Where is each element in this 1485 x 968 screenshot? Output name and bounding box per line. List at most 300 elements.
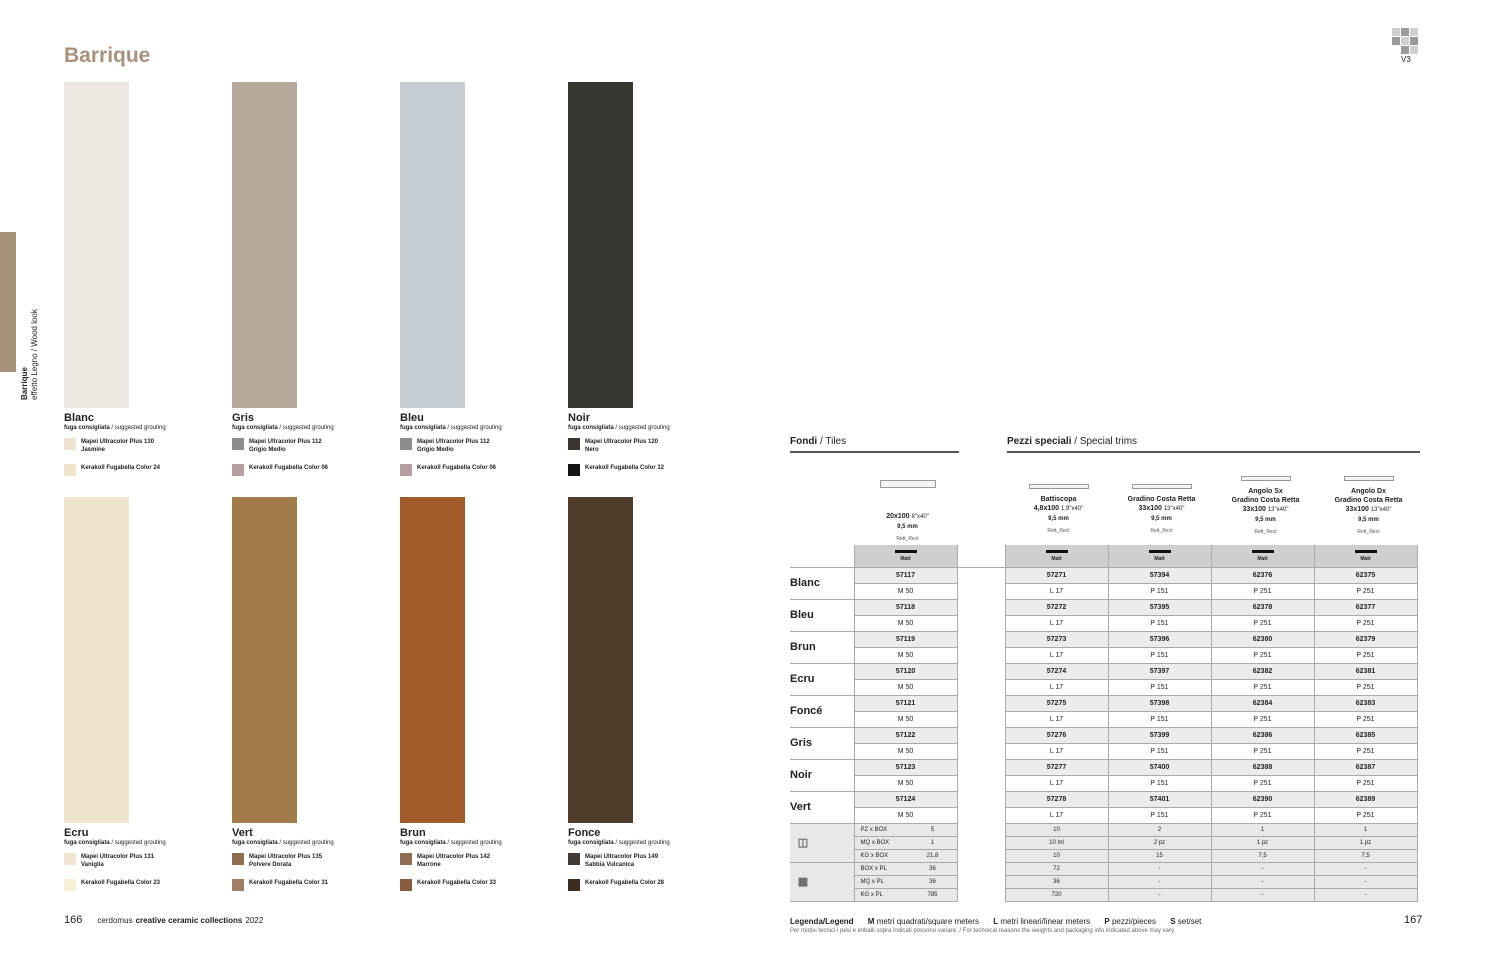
grout-caption-en: / suggested grouting bbox=[111, 425, 166, 431]
product-name: Gradino Costa Retta bbox=[1127, 496, 1196, 503]
product-header bbox=[1007, 484, 1110, 536]
table-cell: M 50 bbox=[854, 807, 957, 823]
table-row bbox=[790, 679, 1417, 695]
product-header bbox=[1110, 484, 1213, 536]
table-cell: 62377 bbox=[1314, 599, 1417, 615]
table-cell: L 17 bbox=[1005, 711, 1108, 727]
packaging-cell bbox=[854, 888, 957, 901]
tile-name: Fonce bbox=[568, 827, 601, 839]
finish-icon bbox=[1046, 550, 1068, 553]
mapei-name: Mapei Ultracolor Plus 120 bbox=[585, 439, 659, 445]
packaging-value: 7,5 bbox=[1211, 849, 1314, 862]
table-cell: L 17 bbox=[1005, 679, 1108, 695]
grout-mapei bbox=[400, 853, 570, 869]
grout-caption-en: / suggested grouting bbox=[279, 840, 334, 846]
brand-name: cerdomus bbox=[97, 916, 133, 925]
finish-icon bbox=[895, 550, 917, 553]
product-inch: 13"x40" bbox=[1370, 507, 1392, 513]
grout-caption bbox=[232, 839, 402, 847]
table-cell: P 251 bbox=[1211, 807, 1314, 823]
tile-card bbox=[64, 497, 234, 891]
packaging-value: 72 bbox=[1005, 862, 1108, 875]
grout-chip bbox=[232, 438, 244, 450]
packaging-value: - bbox=[1108, 875, 1211, 888]
product-name-2: Gradino Costa Retta bbox=[1231, 497, 1300, 504]
kerakoll-name: Kerakoll Fugabella Color 23 bbox=[81, 880, 161, 886]
page-title: Barrique bbox=[64, 44, 151, 67]
row-name: Bleu bbox=[790, 599, 854, 631]
table-cell: P 251 bbox=[1211, 647, 1314, 663]
spec-table bbox=[790, 545, 1418, 902]
v3-label: V3 bbox=[1401, 55, 1411, 64]
table-cell: 57118 bbox=[854, 599, 957, 615]
trims-header bbox=[1007, 436, 1420, 453]
table-cell: L 17 bbox=[1005, 807, 1108, 823]
grout-caption-en: / suggested grouting bbox=[615, 840, 670, 846]
grout-kerakoll bbox=[568, 879, 738, 891]
table-cell: P 151 bbox=[1108, 647, 1211, 663]
kerakoll-name: Kerakoll Fugabella Color 28 bbox=[585, 880, 665, 886]
table-cell: 57122 bbox=[854, 727, 957, 743]
tile-swatch bbox=[568, 497, 633, 823]
finish-header bbox=[854, 545, 957, 567]
grout-chip bbox=[568, 438, 580, 450]
product-header bbox=[1214, 476, 1317, 537]
product-rett: Rett_Rect bbox=[896, 536, 919, 542]
tile-card bbox=[232, 82, 402, 476]
packaging-cell bbox=[854, 823, 957, 836]
packaging-label: PZ x BOX bbox=[860, 826, 888, 833]
packaging-value: 36 bbox=[929, 878, 936, 885]
product-size: 20x100 bbox=[886, 513, 910, 520]
grout-kerakoll bbox=[64, 879, 234, 891]
grout-caption-it: fuga consigliata bbox=[232, 840, 278, 846]
footer-left bbox=[64, 914, 263, 926]
table-cell: 57395 bbox=[1108, 599, 1211, 615]
table-cell: 57396 bbox=[1108, 631, 1211, 647]
grout-caption-it: fuga consigliata bbox=[64, 840, 110, 846]
row-name: Vert bbox=[790, 791, 854, 823]
legend-s-text: set/set bbox=[1177, 917, 1202, 926]
table-cell: 62383 bbox=[1314, 695, 1417, 711]
table-row bbox=[790, 583, 1417, 599]
row-name: Blanc bbox=[790, 567, 854, 599]
table-row bbox=[790, 759, 1417, 775]
grout-chip bbox=[568, 464, 580, 476]
table-row bbox=[790, 647, 1417, 663]
grout-caption bbox=[400, 424, 570, 432]
product-name-2: Gradino Costa Retta bbox=[1334, 497, 1403, 504]
packaging-value: 15 bbox=[1108, 849, 1211, 862]
table-cell: 57401 bbox=[1108, 791, 1211, 807]
packaging-value: 10 ml bbox=[1005, 836, 1108, 849]
grout-mapei bbox=[400, 438, 570, 454]
kerakoll-name: Kerakoll Fugabella Color 24 bbox=[81, 465, 161, 471]
table-cell: P 251 bbox=[1211, 615, 1314, 631]
grout-chip bbox=[568, 853, 580, 865]
product-size: 33x100 bbox=[1242, 506, 1266, 513]
table-row bbox=[790, 663, 1417, 679]
mapei-color: Marrone bbox=[417, 862, 441, 868]
row-name: Noir bbox=[790, 759, 854, 791]
grout-kerakoll bbox=[568, 464, 738, 476]
packaging-value: 36 bbox=[929, 865, 936, 872]
table-cell: 62390 bbox=[1211, 791, 1314, 807]
legend-m-key: M bbox=[867, 917, 875, 926]
grout-kerakoll bbox=[232, 879, 402, 891]
tiles-header-bold: Fondi bbox=[790, 436, 818, 447]
tile-swatch bbox=[232, 497, 297, 823]
table-row bbox=[790, 631, 1417, 647]
table-cell: P 151 bbox=[1108, 615, 1211, 631]
mapei-color: Grigio Medio bbox=[249, 447, 286, 453]
packaging-value: 36 bbox=[1005, 875, 1108, 888]
table-cell: P 251 bbox=[1314, 647, 1417, 663]
product-size: 33x100 bbox=[1138, 505, 1162, 512]
table-row bbox=[790, 695, 1417, 711]
grout-chip bbox=[400, 853, 412, 865]
packaging-value: - bbox=[1211, 875, 1314, 888]
product-thickness: 9,5 mm bbox=[1048, 516, 1069, 522]
finish-header bbox=[1108, 545, 1211, 567]
table-cell: P 251 bbox=[1211, 679, 1314, 695]
finish-icon bbox=[1355, 550, 1377, 553]
table-cell: 62387 bbox=[1314, 759, 1417, 775]
packaging-value: 1 pz bbox=[1314, 836, 1417, 849]
legend-l-text: metri lineari/linear meters bbox=[1000, 917, 1091, 926]
mapei-name: Mapei Ultracolor Plus 149 bbox=[585, 854, 659, 860]
finish-label: Matt bbox=[1051, 555, 1062, 562]
grout-caption bbox=[232, 424, 402, 432]
table-cell: M 50 bbox=[854, 647, 957, 663]
grout-caption-en: / suggested grouting bbox=[111, 840, 166, 846]
grout-mapei bbox=[232, 853, 402, 869]
table-cell: 62378 bbox=[1211, 599, 1314, 615]
table-cell: 57123 bbox=[854, 759, 957, 775]
mapei-name: Mapei Ultracolor Plus 112 bbox=[249, 439, 322, 445]
packaging-value: 10 bbox=[1005, 849, 1108, 862]
grout-caption bbox=[568, 424, 738, 432]
mapei-color: Polvere Dorata bbox=[249, 862, 292, 868]
table-cell: 57273 bbox=[1005, 631, 1108, 647]
table-cell: 57277 bbox=[1005, 759, 1108, 775]
kerakoll-name: Kerakoll Fugabella Color 06 bbox=[249, 465, 329, 471]
product-name: Battiscopa bbox=[1040, 496, 1077, 503]
product-rett: Rett_Rect bbox=[1254, 529, 1277, 535]
packaging-row bbox=[790, 836, 1417, 849]
tile-swatch bbox=[64, 82, 129, 408]
packaging-value: 21,8 bbox=[926, 852, 939, 859]
tile-card bbox=[568, 82, 738, 476]
grout-kerakoll bbox=[232, 464, 402, 476]
table-cell: 57272 bbox=[1005, 599, 1108, 615]
table-cell: P 251 bbox=[1314, 583, 1417, 599]
table-cell: P 151 bbox=[1108, 679, 1211, 695]
packaging-value: 1 pz bbox=[1211, 836, 1314, 849]
legend-s-key: S bbox=[1170, 917, 1176, 926]
table-cell: 62389 bbox=[1314, 791, 1417, 807]
table-cell: P 151 bbox=[1108, 807, 1211, 823]
table-cell: 57400 bbox=[1108, 759, 1211, 775]
packaging-value: - bbox=[1108, 862, 1211, 875]
table-cell: 57399 bbox=[1108, 727, 1211, 743]
legend-m-text: metri quadrati/square meters bbox=[876, 917, 979, 926]
table-cell: P 151 bbox=[1108, 743, 1211, 759]
table-cell: P 251 bbox=[1211, 711, 1314, 727]
table-cell: 57278 bbox=[1005, 791, 1108, 807]
table-cell: M 50 bbox=[854, 775, 957, 791]
mapei-color: Sabbia Vulcanica bbox=[585, 862, 635, 868]
table-row bbox=[790, 599, 1417, 615]
product-inch: 13"x40" bbox=[1267, 507, 1289, 513]
table-cell: 57271 bbox=[1005, 567, 1108, 583]
trims-header-light: / Special trims bbox=[1074, 436, 1138, 447]
product-thickness: 9,5 mm bbox=[1151, 516, 1172, 522]
product-header bbox=[856, 480, 959, 544]
table-cell: 62388 bbox=[1211, 759, 1314, 775]
packaging-cell bbox=[854, 862, 957, 875]
legend-title: Legenda/Legend bbox=[790, 917, 854, 926]
table-cell: 62381 bbox=[1314, 663, 1417, 679]
grout-chip bbox=[568, 879, 580, 891]
grout-caption-en: / suggested grouting bbox=[447, 840, 502, 846]
tile-swatch bbox=[232, 82, 297, 408]
packaging-label: MQ x PL bbox=[860, 878, 884, 885]
packaging-row bbox=[790, 888, 1417, 901]
table-cell: 57276 bbox=[1005, 727, 1108, 743]
legend-note: Per motivi tecnici i pesi e imballi sopra indicati possono variare. / For technical reasons the weights and packaging info indicated above may vary. bbox=[790, 928, 1176, 934]
table-cell: M 50 bbox=[854, 615, 957, 631]
table-cell: L 17 bbox=[1005, 647, 1108, 663]
product-header bbox=[1317, 476, 1420, 537]
left-page-number: 166 bbox=[64, 914, 83, 926]
packaging-value: - bbox=[1314, 888, 1417, 901]
grout-caption bbox=[64, 839, 234, 847]
legend-p-key: P bbox=[1104, 917, 1110, 926]
finish-header bbox=[1005, 545, 1108, 567]
grout-caption-it: fuga consigliata bbox=[64, 425, 110, 431]
table-cell: P 251 bbox=[1314, 711, 1417, 727]
packaging-cell bbox=[854, 836, 957, 849]
row-name: Brun bbox=[790, 631, 854, 663]
grout-caption-en: / suggested grouting bbox=[615, 425, 670, 431]
table-cell: L 17 bbox=[1005, 775, 1108, 791]
table-cell: M 50 bbox=[854, 679, 957, 695]
table-cell: 62385 bbox=[1314, 727, 1417, 743]
table-cell: P 251 bbox=[1314, 743, 1417, 759]
product-shape-icon bbox=[1029, 484, 1089, 489]
kerakoll-name: Kerakoll Fugabella Color 31 bbox=[249, 880, 329, 886]
grout-kerakoll bbox=[400, 879, 570, 891]
packaging-value: - bbox=[1211, 888, 1314, 901]
table-cell: 57274 bbox=[1005, 663, 1108, 679]
packaging-row bbox=[790, 823, 1417, 836]
table-cell: L 17 bbox=[1005, 615, 1108, 631]
packaging-value: - bbox=[1211, 862, 1314, 875]
tile-name: Blanc bbox=[64, 412, 94, 424]
product-thickness: 9,5 mm bbox=[1255, 517, 1276, 523]
table-cell: 57121 bbox=[854, 695, 957, 711]
grout-caption bbox=[568, 839, 738, 847]
packaging-value: - bbox=[1314, 875, 1417, 888]
box-icon: ◫ bbox=[797, 837, 809, 849]
packaging-row bbox=[790, 875, 1417, 888]
grout-caption bbox=[64, 424, 234, 432]
tile-name: Ecru bbox=[64, 827, 89, 839]
table-row bbox=[790, 807, 1417, 823]
grout-chip bbox=[64, 879, 76, 891]
table-cell: 62379 bbox=[1314, 631, 1417, 647]
tile-card bbox=[400, 82, 570, 476]
tiles-header-light: / Tiles bbox=[820, 436, 847, 447]
table-cell: P 151 bbox=[1108, 583, 1211, 599]
grout-caption-it: fuga consigliata bbox=[232, 425, 278, 431]
table-row bbox=[790, 711, 1417, 727]
box-icon-cell bbox=[790, 823, 854, 862]
tile-name: Gris bbox=[232, 412, 255, 424]
grout-mapei bbox=[64, 853, 234, 869]
table-row bbox=[790, 791, 1417, 807]
grout-caption-it: fuga consigliata bbox=[400, 840, 446, 846]
table-cell: P 251 bbox=[1314, 775, 1417, 791]
table-cell: M 50 bbox=[854, 583, 957, 599]
packaging-value: 1 bbox=[930, 839, 935, 846]
row-name: Gris bbox=[790, 727, 854, 759]
packaging-value: 10 bbox=[1005, 823, 1108, 836]
table-cell: P 251 bbox=[1314, 615, 1417, 631]
packaging-value: 2 bbox=[1108, 823, 1211, 836]
finish-icon bbox=[1252, 550, 1274, 553]
table-cell: 62375 bbox=[1314, 567, 1417, 583]
tiles-header bbox=[790, 436, 959, 453]
finish-icon bbox=[1149, 550, 1171, 553]
section-tab bbox=[0, 232, 16, 372]
brand-year: 2022 bbox=[245, 916, 264, 925]
mapei-name: Mapei Ultracolor Plus 135 bbox=[249, 854, 323, 860]
grout-chip bbox=[400, 464, 412, 476]
packaging-value: 720 bbox=[1005, 888, 1108, 901]
legend-p-text: pezzi/pieces bbox=[1111, 917, 1156, 926]
table-cell: 57275 bbox=[1005, 695, 1108, 711]
table-cell: P 251 bbox=[1211, 583, 1314, 599]
side-title: Barrique bbox=[20, 367, 29, 400]
packaging-value: 2 pz bbox=[1108, 836, 1211, 849]
table-row bbox=[790, 615, 1417, 631]
packaging-value: - bbox=[1314, 862, 1417, 875]
table-row bbox=[790, 567, 1417, 583]
product-name: Angolo Sx bbox=[1248, 488, 1283, 495]
product-rett: Rett_Rect bbox=[1150, 528, 1173, 534]
grout-caption-it: fuga consigliata bbox=[568, 840, 614, 846]
table-cell: 62384 bbox=[1211, 695, 1314, 711]
kerakoll-name: Kerakoll Fugabella Color 06 bbox=[417, 465, 497, 471]
mapei-name: Mapei Ultracolor Plus 112 bbox=[417, 439, 490, 445]
grout-mapei bbox=[232, 438, 402, 454]
finish-label: Matt bbox=[1154, 555, 1165, 562]
table-cell: 57117 bbox=[854, 567, 957, 583]
row-name: Foncé bbox=[790, 695, 854, 727]
table-row bbox=[790, 743, 1417, 759]
grout-chip bbox=[232, 464, 244, 476]
table-cell: P 251 bbox=[1211, 743, 1314, 759]
tile-swatch bbox=[400, 82, 465, 408]
tile-card bbox=[64, 82, 234, 476]
table-cell: 57124 bbox=[854, 791, 957, 807]
product-shape-icon bbox=[1132, 484, 1192, 489]
finish-header bbox=[1314, 545, 1417, 567]
product-inch: 8"x40" bbox=[911, 514, 929, 520]
grout-mapei bbox=[568, 853, 738, 869]
packaging-row bbox=[790, 862, 1417, 875]
row-name: Ecru bbox=[790, 663, 854, 695]
packaging-row bbox=[790, 849, 1417, 862]
table-cell: 62386 bbox=[1211, 727, 1314, 743]
grout-chip bbox=[64, 438, 76, 450]
legend bbox=[790, 917, 1201, 926]
grout-kerakoll bbox=[64, 464, 234, 476]
table-cell: P 151 bbox=[1108, 775, 1211, 791]
side-subtitle: effetto Legno / Wood look bbox=[30, 309, 39, 400]
right-page-number: 167 bbox=[1404, 914, 1423, 926]
packaging-value: 1 bbox=[1211, 823, 1314, 836]
table-cell: 57119 bbox=[854, 631, 957, 647]
shade-variation-icon bbox=[1392, 28, 1422, 54]
tile-swatch bbox=[568, 82, 633, 408]
product-thickness: 9,5 mm bbox=[1358, 517, 1379, 523]
grout-mapei bbox=[64, 438, 234, 454]
finish-label: Matt bbox=[900, 555, 911, 562]
table-cell: P 251 bbox=[1211, 775, 1314, 791]
finish-header bbox=[1211, 545, 1314, 567]
table-cell: 57394 bbox=[1108, 567, 1211, 583]
table-cell: P 151 bbox=[1108, 711, 1211, 727]
mapei-name: Mapei Ultracolor Plus 130 bbox=[81, 439, 155, 445]
mapei-color: Nero bbox=[585, 447, 599, 453]
packaging-value: 5 bbox=[930, 826, 935, 833]
product-shape-icon bbox=[880, 480, 936, 488]
table-cell: M 50 bbox=[854, 743, 957, 759]
tile-name: Brun bbox=[400, 827, 426, 839]
grout-caption-en: / suggested grouting bbox=[279, 425, 334, 431]
packaging-value: 7,5 bbox=[1314, 849, 1417, 862]
product-size: 4,8x100 bbox=[1033, 505, 1060, 512]
pallet-icon-cell bbox=[790, 862, 854, 901]
tile-name: Noir bbox=[568, 412, 590, 424]
product-shape-icon bbox=[1344, 476, 1394, 481]
grout-caption-en: / suggested grouting bbox=[447, 425, 502, 431]
product-rett: Rett_Rect bbox=[1047, 528, 1070, 534]
table-cell: 62376 bbox=[1211, 567, 1314, 583]
packaging-label: MQ x BOX bbox=[860, 839, 890, 846]
finish-label: Matt bbox=[1360, 555, 1371, 562]
product-thickness: 9,5 mm bbox=[897, 524, 918, 530]
packaging-value: - bbox=[1108, 888, 1211, 901]
packaging-cell bbox=[854, 875, 957, 888]
table-cell: P 251 bbox=[1314, 679, 1417, 695]
table-cell: L 17 bbox=[1005, 743, 1108, 759]
product-rett: Rett_Rect bbox=[1357, 529, 1380, 535]
grout-chip bbox=[232, 879, 244, 891]
tile-card bbox=[400, 497, 570, 891]
packaging-value: 1 bbox=[1314, 823, 1417, 836]
product-name: Angolo Dx bbox=[1351, 488, 1386, 495]
table-cell: 57120 bbox=[854, 663, 957, 679]
grout-chip bbox=[232, 853, 244, 865]
table-cell: 62382 bbox=[1211, 663, 1314, 679]
finish-label: Matt bbox=[1257, 555, 1268, 562]
table-cell: 62380 bbox=[1211, 631, 1314, 647]
table-row bbox=[790, 727, 1417, 743]
